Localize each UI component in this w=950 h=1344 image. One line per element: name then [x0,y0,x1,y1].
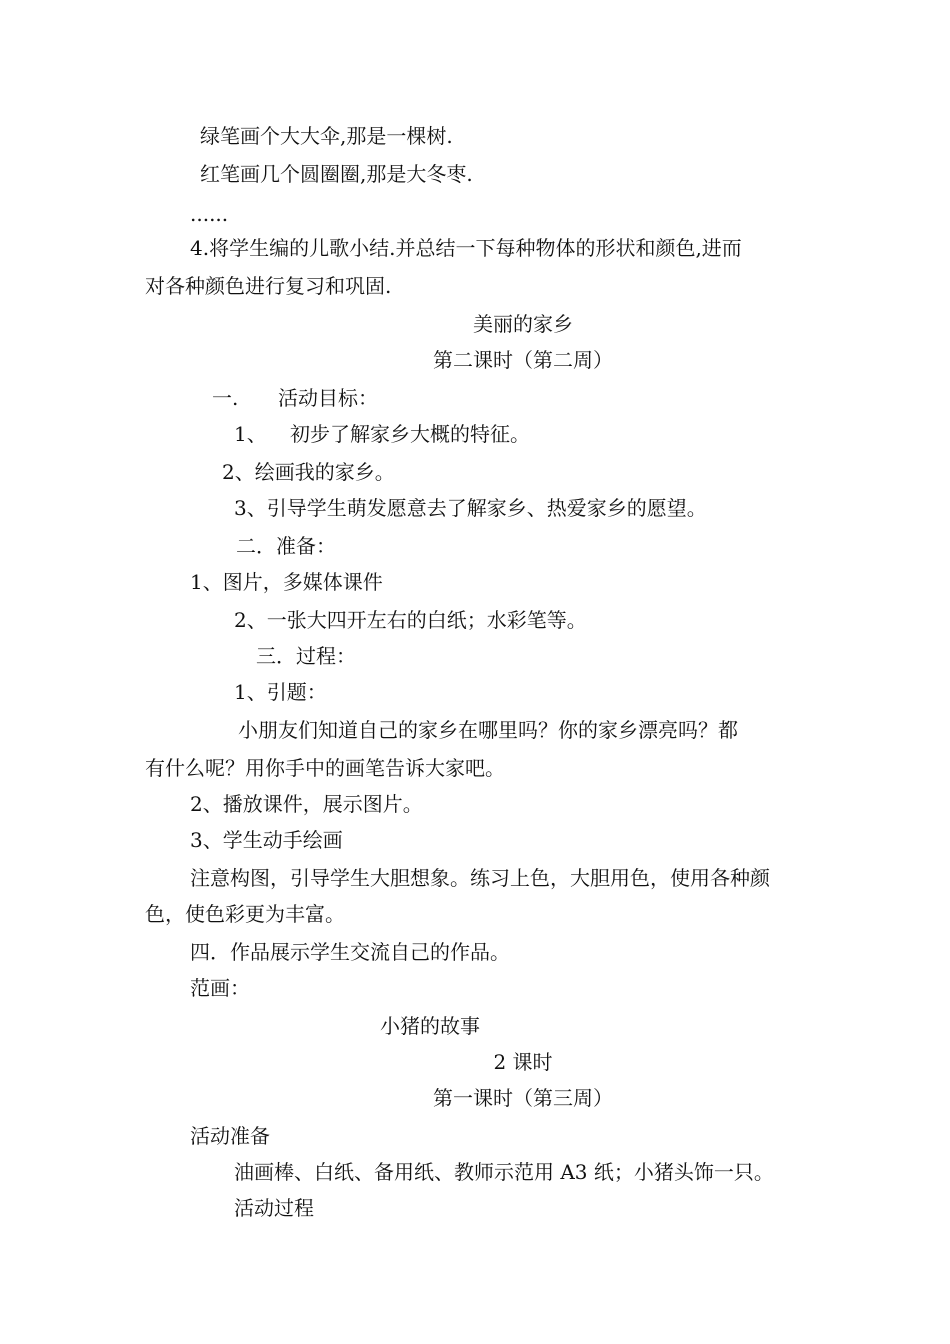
list-item: 2、绘画我的家乡。 [222,460,395,484]
subsection-heading: 活动准备 [190,1124,270,1148]
list-item: 1、图片，多媒体课件 [190,570,383,594]
text-line: 色，使色彩更为丰富。 [145,902,345,926]
text-line: 绿笔画个大大伞,那是一棵树. [200,124,453,148]
lesson-heading: 第二课时（第二周） [433,348,613,372]
text-line: 范画： [190,976,250,1000]
list-item: 3、学生动手绘画 [190,828,343,852]
lesson-heading: 第一课时（第三周） [433,1086,613,1110]
list-item: 1、引题： [234,680,327,704]
text-line: ...... [190,202,229,226]
lesson-count: 2 课时 [493,1050,553,1074]
list-item: 初步了解家乡大概的特征。 [290,422,530,446]
section-heading: 活动目标： [278,386,378,410]
text-line: 油画棒、白纸、备用纸、教师示范用 A3 纸；小猪头饰一只。 [234,1160,774,1184]
text-line: 红笔画几个圆圈圈,那是大冬枣. [200,162,473,186]
subsection-heading: 活动过程 [234,1196,314,1220]
text-line: 有什么呢？用你手中的画笔告诉大家吧。 [145,756,505,780]
text-line: 对各种颜色进行复习和巩固. [145,274,392,298]
section-heading: 四．作品展示学生交流自己的作品。 [190,940,510,964]
section-title: 美丽的家乡 [473,312,573,336]
text-line: 注意构图，引导学生大胆想象。练习上色，大胆用色，使用各种颜 [190,866,770,890]
section-title: 小猪的故事 [380,1014,480,1038]
section-number: 一. [212,386,239,410]
section-heading: 二．准备： [236,534,336,558]
text-line: 小朋友们知道自己的家乡在哪里吗？你的家乡漂亮吗？都 [238,718,738,742]
list-item: 2、一张大四开左右的白纸；水彩笔等。 [234,608,587,632]
list-item: 2、播放课件，展示图片。 [190,792,423,816]
list-item: 3、引导学生萌发愿意去了解家乡、热爱家乡的愿望。 [234,496,707,520]
section-heading: 三．过程： [256,644,356,668]
list-number: 1、 [234,422,267,446]
text-line: 4.将学生编的儿歌小结.并总结一下每种物体的形状和颜色,进而 [190,236,742,260]
